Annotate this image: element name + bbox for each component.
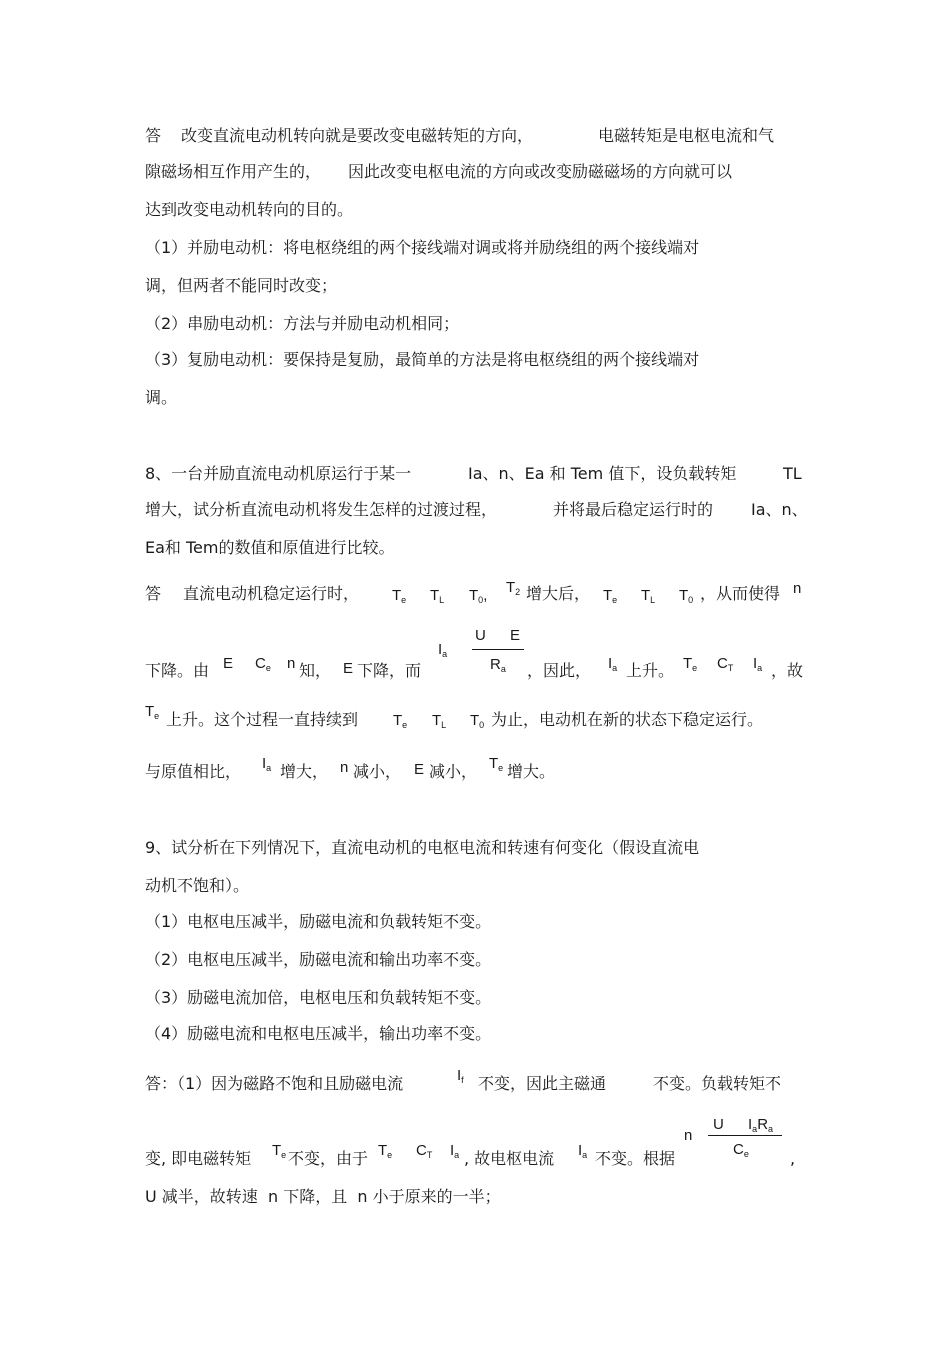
- symbol-ct: $C_T$: [717, 655, 734, 673]
- question-text: Ia、n、Ea 和 Tem 值下，设负载转矩: [468, 464, 737, 483]
- symbol-e: E: [414, 761, 425, 778]
- text-line: 电磁转矩是电枢电流和气: [598, 126, 775, 145]
- fraction-numerator-e: E: [510, 627, 521, 644]
- question-text: Ea和 Tem的数值和原值进行比较。: [145, 538, 395, 557]
- text-line: 减小，: [353, 762, 402, 781]
- symbol-te: $T_e$: [378, 1142, 393, 1160]
- symbol-ct: $C_T$: [416, 1142, 433, 1160]
- symbol-ia: $I_a$: [608, 655, 618, 673]
- text-line: 与原值相比，: [145, 762, 242, 781]
- symbol-te: $T_e$: [145, 703, 160, 721]
- question-text: 动机不饱和）。: [145, 876, 250, 895]
- text-line: , 故电枢电流: [464, 1149, 555, 1168]
- symbol-te: $T_e$: [603, 587, 618, 605]
- symbol-t0: $T_0$: [679, 587, 694, 605]
- text-line: 不变。负载转矩不: [653, 1074, 782, 1093]
- symbol-ia: $I_a$: [753, 655, 763, 673]
- text-line: ，故: [771, 661, 804, 680]
- fraction-numerator-u: U: [713, 1116, 724, 1133]
- text-line: 不变，由于: [288, 1149, 369, 1168]
- text-line: 调，但两者不能同时改变；: [145, 276, 338, 295]
- text-line: 答：（1）因为磁路不饱和且励磁电流: [145, 1074, 404, 1093]
- text-line: 知，: [299, 661, 332, 680]
- text-line: 改变直流电动机转向就是要改变电磁转矩的方向，: [181, 126, 534, 145]
- text-line: 增大。: [507, 762, 556, 781]
- symbol-te: $T_e$: [489, 755, 504, 773]
- text-line: 隙磁场相互作用产生的，: [145, 162, 322, 181]
- symbol-te: $T_e$: [683, 655, 698, 673]
- symbol-if: $I_f$: [457, 1067, 464, 1085]
- question-text: 8、一台并励直流电动机原运行于某一: [145, 464, 412, 483]
- text-line: 减小，: [429, 762, 478, 781]
- symbol-ia: $I_a$: [438, 641, 448, 659]
- text-line: 达到改变电动机转向的目的。: [145, 200, 354, 219]
- symbol-te: $T_e$: [393, 712, 408, 730]
- fraction-denominator-ce: $C_e$: [733, 1141, 749, 1159]
- fraction-numerator-iara: $I_aR_a$: [748, 1116, 774, 1134]
- text-line: 调。: [145, 388, 178, 407]
- symbol-n: n: [793, 580, 802, 597]
- text-line: 为止，电动机在新的状态下稳定运行。: [491, 710, 764, 729]
- symbol-tl: $T_L$: [641, 587, 656, 605]
- symbol-e: E: [223, 655, 234, 672]
- text-line: ，从而使得: [700, 584, 781, 603]
- fraction-bar: [472, 649, 524, 650]
- question-text: 并将最后稳定运行时的: [553, 500, 714, 519]
- text-line: 直流电动机稳定运行时，: [183, 584, 360, 603]
- symbol-t2: $T_2$: [506, 579, 521, 597]
- question-text: Ia、n、: [751, 500, 808, 519]
- symbol-tl: $T_L$: [432, 712, 447, 730]
- answer-label: 答: [145, 584, 162, 603]
- question-text: 9、试分析在下列情况下，直流电动机的电枢电流和转速有何变化（假设直流电: [145, 838, 700, 857]
- symbol-n: n: [340, 759, 349, 776]
- list-item: （2）串励电动机：方法与并励电动机相同；: [145, 314, 460, 333]
- symbol-tl: $T_L$: [430, 587, 445, 605]
- symbol-ia: $I_a$: [262, 755, 272, 773]
- text-line: 上升。: [626, 661, 675, 680]
- text-line: 不变。根据: [595, 1149, 676, 1168]
- symbol-e: E: [343, 660, 354, 677]
- symbol-t0: $T_0$,: [469, 587, 488, 605]
- answer-label: 答: [145, 126, 162, 145]
- text-line: 因此改变电枢电流的方向或改变励磁磁场的方向就可以: [348, 162, 733, 181]
- list-item: （3）复励电动机：要保持是复励，最简单的方法是将电枢绕组的两个接线端对: [145, 350, 700, 369]
- symbol-ia: $I_a$: [450, 1142, 460, 1160]
- symbol-ia: $I_a$: [578, 1142, 588, 1160]
- list-item: （1）电枢电压减半，励磁电流和负载转矩不变。: [145, 912, 492, 931]
- list-item: （2）电枢电压减半，励磁电流和输出功率不变。: [145, 950, 492, 969]
- list-item: （3）励磁电流加倍，电枢电压和负载转矩不变。: [145, 988, 492, 1007]
- text-line: 增大后，: [526, 584, 591, 603]
- text-line: U 减半，故转速 n 下降，且 n 小于原来的一半；: [145, 1187, 501, 1206]
- fraction-denominator-ra: $R_a$: [490, 656, 506, 674]
- symbol-te: $T_e$: [392, 587, 407, 605]
- text-line: 变, 即电磁转矩: [145, 1149, 252, 1168]
- text-line: 增大，: [280, 762, 329, 781]
- text-line: ，因此，: [527, 661, 592, 680]
- symbol-te: $T_e$: [272, 1142, 287, 1160]
- text-line: 不变，因此主磁通: [478, 1074, 607, 1093]
- list-item: （1）并励电动机：将电枢绕组的两个接线端对调或将并励绕组的两个接线端对: [145, 238, 700, 257]
- symbol-n: n: [287, 655, 296, 672]
- text-line: 下降，而: [357, 661, 422, 680]
- question-text: 增大，试分析直流电动机将发生怎样的过渡过程，: [145, 500, 498, 519]
- symbol-t0: $T_0$: [470, 712, 485, 730]
- list-item: （4）励磁电流和电枢电压减半，输出功率不变。: [145, 1024, 492, 1043]
- text-line: 下降。由: [145, 661, 210, 680]
- fraction-bar: [708, 1135, 782, 1136]
- symbol-ce: $C_e$: [255, 655, 271, 673]
- text-line: ,: [790, 1149, 796, 1168]
- text-line: 上升。这个过程一直持续到: [166, 710, 359, 729]
- question-text: TL: [783, 464, 802, 483]
- symbol-n: n: [684, 1127, 693, 1144]
- fraction-numerator-u: U: [475, 627, 486, 644]
